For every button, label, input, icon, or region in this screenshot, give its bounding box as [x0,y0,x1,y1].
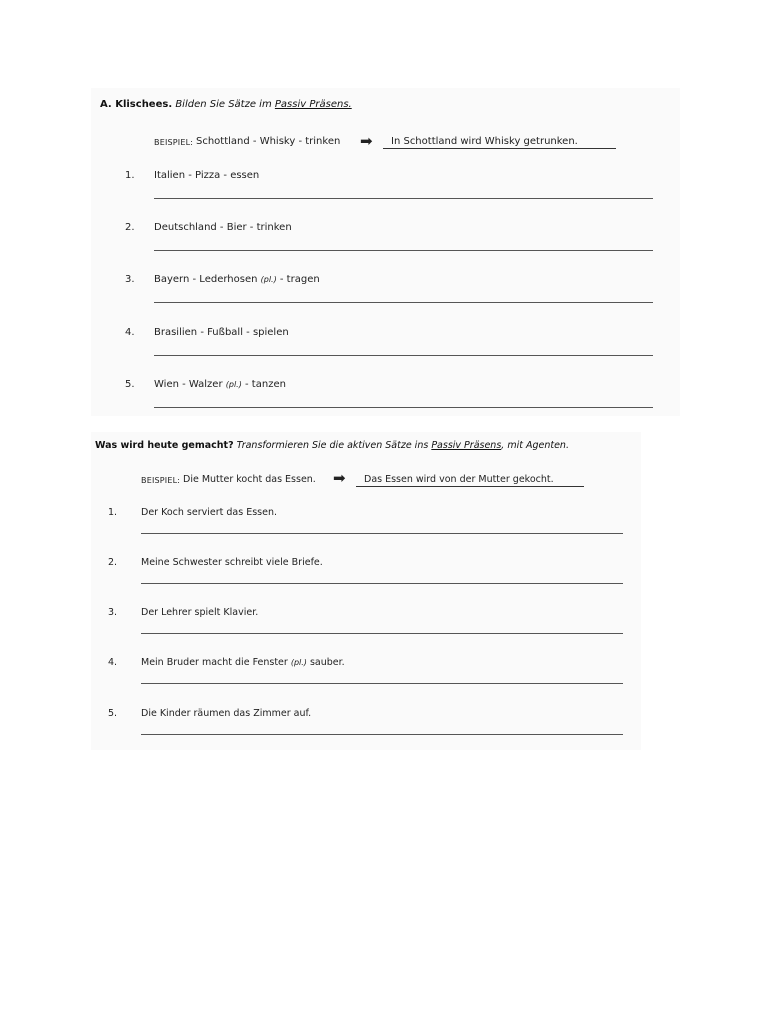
item-prompt: Der Lehrer spielt Klavier. [141,607,259,618]
item-prompt: Wien - Walzer (pl.) - tanzen [154,379,286,390]
item-prompt: Meine Schwester schreibt viele Briefe. [141,557,323,568]
item-number: 4. [125,327,135,338]
section-b-title: Was wird heute gemacht? Transformieren Sie die aktiven Sätze ins Passiv Präsens, mit Agenten. [95,440,569,451]
answer-line[interactable] [154,302,653,303]
item-number: 5. [108,708,118,719]
arrow-right-icon: ➡ [333,469,346,487]
answer-line[interactable] [141,734,623,735]
example-answer: In Schottland wird Whisky getrunken. [383,136,616,149]
item-number: 3. [108,607,118,618]
item-prompt: Deutschland - Bier - trinken [154,222,292,233]
arrow-right-icon: ➡ [360,132,373,150]
item-prompt: Der Koch serviert das Essen. [141,507,277,518]
answer-line[interactable] [141,683,623,684]
item-number: 4. [108,657,118,668]
answer-line[interactable] [141,583,623,584]
example-prompt: Die Mutter kocht das Essen. [183,474,316,485]
section-a-title: A. Klischees. Bilden Sie Sätze im Passiv Präsens. [100,99,352,110]
answer-line[interactable] [141,533,623,534]
item-number: 2. [125,222,135,233]
answer-line[interactable] [154,250,653,251]
example-label: BEISPIEL: [154,138,194,147]
answer-line[interactable] [154,407,653,408]
answer-line[interactable] [154,198,653,199]
item-prompt: Brasilien - Fußball - spielen [154,327,289,338]
item-prompt: Die Kinder räumen das Zimmer auf. [141,708,312,719]
item-prompt: Mein Bruder macht die Fenster (pl.) sauber. [141,657,345,668]
item-number: 1. [125,170,135,181]
example-label: BEISPIEL: [141,476,181,485]
item-number: 5. [125,379,135,390]
item-prompt: Italien - Pizza - essen [154,170,260,181]
item-number: 3. [125,274,135,285]
item-number: 2. [108,557,118,568]
item-prompt: Bayern - Lederhosen (pl.) - tragen [154,274,320,285]
answer-line[interactable] [141,633,623,634]
answer-line[interactable] [154,355,653,356]
item-number: 1. [108,507,118,518]
example-prompt: Schottland - Whisky - trinken [196,136,341,147]
example-answer: Das Essen wird von der Mutter gekocht. [356,474,584,487]
